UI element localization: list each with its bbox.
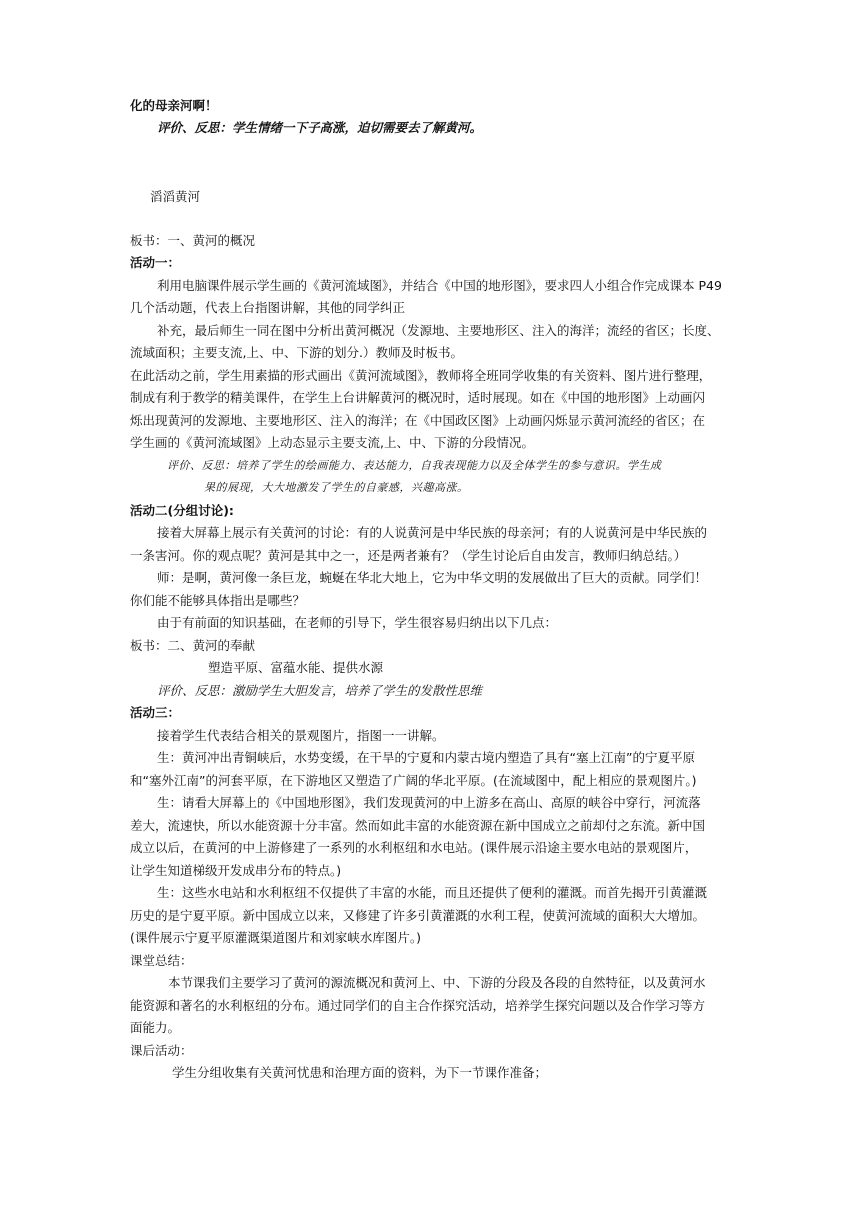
text-line: 学生分组收集有关黄河忧患和治理方面的资料，为下一节课作准备； bbox=[172, 1065, 548, 1080]
text-line: 补充，最后师生一同在图中分析出黄河概况（发源地、主要地形区、注入的海洋；流经的省区；长度、 bbox=[157, 323, 720, 338]
text-line: 让学生知道梯级开发成串分布的特点。) bbox=[130, 863, 342, 878]
text-line: 面能力。 bbox=[130, 1020, 181, 1035]
text-line: 生：这些水电站和水利枢纽不仅提供了丰富的水能，而且还提供了便利的灌溉。而首先揭开引黄灌溉 bbox=[157, 885, 708, 900]
text-line: 学生画的《黄河流域图》上动态显示主要支流,上、中、下游的分段情况。 bbox=[130, 435, 534, 450]
text-line: 一条害河。你的观点呢？黄河是其中之一，还是两者兼有？（学生讨论后自由发言，教师归纳总结。） bbox=[130, 548, 687, 563]
text-line: 评价、反思：培养了学生的绘画能力、表达能力，自我表现能力以及全体学生的参与意识。学生成 bbox=[167, 459, 662, 472]
text-line: 由于有前面的知识基础，在老师的引导下，学生很容易归纳出以下几点： bbox=[157, 615, 558, 630]
text-line: 板书：一、黄河的概况 bbox=[130, 233, 256, 248]
text-line: 本节课我们主要学习了黄河的源流概况和黄河上、中、下游的分段及各段的自然特征，以及黄河水 bbox=[168, 975, 706, 990]
text-line: 果的展现，大大地激发了学生的自豪感，兴趣高涨。 bbox=[204, 481, 469, 494]
text-line: 历史的是宁夏平原。新中国成立以来，又修建了许多引黄灌溉的水利工程，使黄河流域的面积大大增加。 bbox=[130, 908, 706, 923]
text-line: 板书：二、黄河的奉献 bbox=[130, 638, 256, 653]
text-line: 流域面积；主要支流,上、中、下游的划分.）教师及时板书。 bbox=[130, 345, 463, 360]
text-line: 活动一： bbox=[130, 255, 181, 270]
text-line: 制成有利于教学的精美课件，在学生上台讲解黄河的概况时，适时展现。如在《中国的地形图》上动画闪 bbox=[130, 390, 706, 405]
text-line: 活动二(分组讨论): bbox=[130, 503, 234, 518]
text-line: 烁出现黄河的发源地、主要地形区、注入的海洋；在《中国政区图》上动画闪烁显示黄河流经的省区；在 bbox=[130, 413, 706, 428]
text-line: 化的母亲河啊！ bbox=[130, 98, 218, 113]
text-line: 在此活动之前，学生用素描的形式画出《黄河流域图》，教师将全班同学收集的有关资料、图片进行整理， bbox=[130, 368, 712, 383]
text-line: 评价、反思：激励学生大胆发言，培养了学生的发散性思维 bbox=[157, 683, 483, 698]
text-line: 生：黄河冲出青铜峡后，水势变缓，在干旱的宁夏和内蒙古境内塑造了具有“塞上江南”的宁夏平原 bbox=[157, 750, 695, 765]
text-line: 评价、反思：学生情绪一下子高涨，迫切需要去了解黄河。 bbox=[157, 120, 483, 135]
text-line: 能资源和著名的水利枢纽的分布。通过同学们的自主合作探究活动，培养学生探究问题以及合作学习等方 bbox=[130, 998, 706, 1013]
text-line: 几个活动题，代表上台指图讲解，其他的同学纠正 bbox=[130, 300, 406, 315]
text-line: (课件展示宁夏平原灌溉渠道图片和刘家峡水库图片。) bbox=[130, 930, 422, 945]
text-line: 生：请看大屏幕上的《中国地形图》，我们发现黄河的中上游多在高山、高原的峡谷中穿行，河流落 bbox=[157, 795, 701, 810]
text-line: 你们能不能够具体指出是哪些？ bbox=[130, 593, 306, 608]
text-line: 接着大屏幕上展示有关黄河的讨论：有的人说黄河是中华民族的母亲河；有的人说黄河是中华民族的 bbox=[157, 525, 708, 540]
text-line: 差大，流速快，所以水能资源十分丰富。然而如此丰富的水能资源在新中国成立之前却付之东流。新中国 bbox=[130, 818, 706, 833]
text-line: 课后活动： bbox=[130, 1043, 193, 1058]
text-line: 成立以后，在黄河的中上游修建了一系列的水利枢纽和水电站。(课件展示沿途主要水电站的景观图片， bbox=[130, 840, 698, 855]
text-line: 和“塞外江南”的河套平原，在下游地区又塑造了广阔的华北平原。(在流域图中，配上相应的景观图片。) bbox=[130, 773, 697, 788]
text-line: 滔滔黄河 bbox=[150, 189, 201, 204]
text-line: 活动三： bbox=[130, 705, 181, 720]
text-line: 师：是啊，黄河像一条巨龙，蜿蜒在华北大地上，它为中华文明的发展做出了巨大的贡献。同学们！ bbox=[157, 570, 708, 585]
text-line: 课堂总结： bbox=[130, 953, 193, 968]
text-line: 利用电脑课件展示学生画的《黄河流域图》，并结合《中国的地形图》，要求四人小组合作完成课本 P49 bbox=[157, 278, 722, 293]
text-line: 接着学生代表结合相关的景观图片，指图一一讲解。 bbox=[157, 728, 445, 743]
text-line: 塑造平原、富蕴水能、提供水源 bbox=[208, 660, 384, 675]
